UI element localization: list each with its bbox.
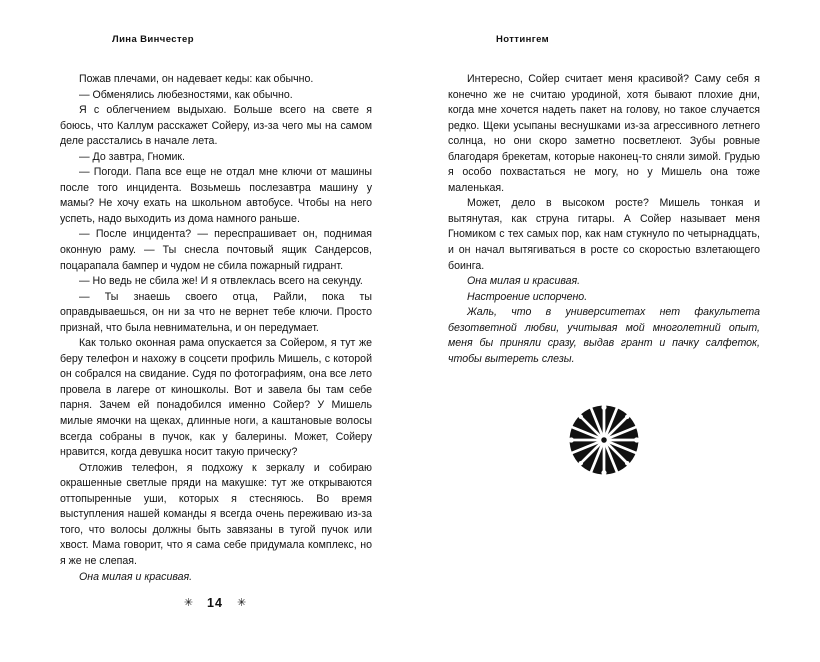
paragraph: — После инцидента? — переспрашивает он, поднимая оконную раму. — Ты снесла почтовый ящик Сандерсов, поцарапала бампер и чудом не сбила пожарный гидрант. bbox=[60, 228, 372, 272]
running-head-right: Ноттингем bbox=[496, 34, 550, 45]
starburst-ornament-icon bbox=[448, 397, 760, 487]
paragraph: — Обменялись любезностями, как обычно. bbox=[79, 88, 293, 101]
paragraph: — Ты знаешь своего отца, Райли, пока ты оправдываешься, он ни за что не вернет тебе ключи. Просто признай, что была невнимательна, и он передумает. bbox=[60, 290, 372, 334]
star-icon: ✳ bbox=[183, 596, 194, 609]
paragraph: Она милая и красивая. bbox=[467, 275, 581, 288]
paragraph: Я с облегчением выдыхаю. Больше всего на свете я боюсь, что Каллум расскажет Сойеру, из-за чего мы на самом деле расстались в начале лета. bbox=[60, 104, 372, 148]
right-page bbox=[410, 0, 820, 662]
paragraph: Как только оконная рама опускается за Сойером, я тут же беру телефон и нахожу в соцсети профиль Мишель, с которой он собрался на свидание. Судя по фотографиям, она все лето провела в лагере от киношколы. Вот и завела бы там себе парня. Зачем ей понадобился именно Сойер? У Мишель милые ямочки на щеках, длинные ноги, а каштановые волосы всегда собраны в пучок, как у балерины. Может, Сойеру нравится, когда девушка носит такую прическу? bbox=[60, 337, 372, 459]
right-page-body bbox=[448, 72, 760, 367]
paragraph: Жаль, что в университетах нет факультета безответной любви, учитывая мой многолетний опыт, меня бы приняли сразу, выдав грант и пачку салфеток, чтобы вытереть слезы. bbox=[448, 306, 760, 365]
star-icon: ✳ bbox=[236, 596, 247, 609]
paragraph: Отложив телефон, я подхожу к зеркалу и собираю окрашенные светлые пряди на макушке: тут же открываются оттопыренные уши, которых я стесняюсь. Во время выступления нашей команды я всегда очень переживаю из-за того, что волосы должны быть завязаны в тугой пучок или хвост. Мама говорит, что я сама себе придумала комплекс, но я же не слепая. bbox=[60, 461, 372, 567]
page-number: 14 bbox=[207, 596, 223, 610]
paragraph: — Но ведь не сбила же! И я отвлеклась всего на секунду. bbox=[79, 275, 363, 288]
paragraph: Настроение испорчено. bbox=[467, 290, 588, 303]
paragraph: Пожав плечами, он надевает кеды: как обычно. bbox=[79, 73, 314, 85]
running-head-left: Лина Винчестер bbox=[112, 34, 194, 45]
paragraph: — До завтра, Гномик. bbox=[79, 150, 185, 163]
paragraph: — Погоди. Папа все еще не отдал мне ключи от машины после того инцидента. Возьмешь послезавтра машину у мамы? Не хочу ехать на школьном автобусе. Чтобы на него успеть, надо выходить из дома намного раньше. bbox=[60, 166, 372, 225]
folio bbox=[0, 596, 420, 610]
paragraph: Интересно, Сойер считает меня красивой? Саму себя я конечно же не считаю уродиной, хотя бывают плохие дни, когда мне хочется надеть пакет на голову, но такое случается редко. Щеки усыпаны веснушками из-за агрессивного летнего солнца, но они скоро заметно посветлеют. Зубы ровные благодаря брекетам, которые наконец-то сняли зимой. Грудью я особо похвастаться не могу, но у Мишель она тоже маленькая. bbox=[448, 73, 760, 194]
paragraph: Может, дело в высоком росте? Мишель тонкая и вытянутая, как струна гитары. А Сойер называет меня Гномиком с тех самых пор, как нам стукнуло по четырнадцать, и он начал вытягиваться в росте со скоростью взлетающего боинга. bbox=[448, 197, 760, 272]
paragraph: Она милая и красивая. bbox=[79, 570, 193, 583]
left-page-body bbox=[60, 72, 372, 585]
